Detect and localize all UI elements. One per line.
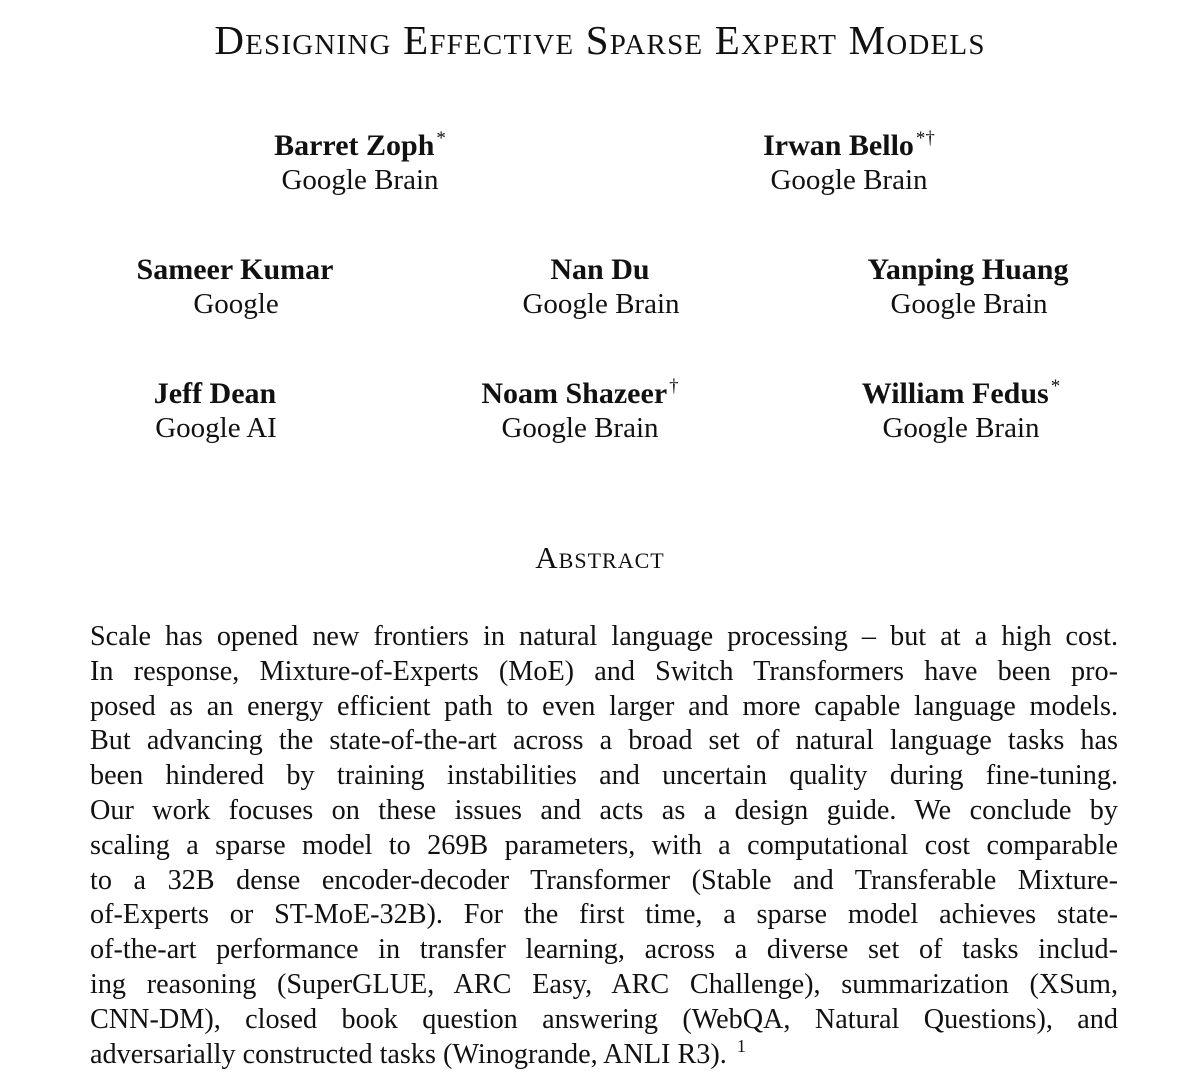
abstract-line: But advancing the state-of-the-art across a broad set of natural language tasks has [90,725,1118,757]
author-marks: *† [915,128,935,149]
abstract-line: Scale has opened new frontiers in natural language processing – but at a high cost. [90,621,1118,652]
author-marks: † [669,376,679,397]
author-block [380,376,780,446]
abstract-line: posed as an energy efficient path to even larger and more capable language models. [90,690,1118,722]
abstract-line: been hindered by training instabilities and uncertain quality during fine-tuning. [90,760,1118,792]
author-name: Noam Shazeer † [481,376,679,410]
abstract-line: of-Experts or ST-MoE-32B). For the first time, a sparse model achieves state- [90,899,1118,931]
author-affiliation: Google Brain [522,288,680,320]
footnote-mark[interactable]: 1 [736,1036,746,1057]
author-affiliation: Google Brain [890,288,1048,320]
author-marks: * [436,128,446,149]
author-block [36,252,436,322]
abstract-line: to a 32B dense encoder-decoder Transformer (Stable and Transferable Mixture- [90,864,1118,896]
author-name: Irwan Bello *† [763,128,935,162]
author-name: William Fedus * [861,376,1061,410]
author-block [16,376,416,446]
abstract-line [90,1038,1118,1073]
abstract-line: ing reasoning (SuperGLUE, ARC Easy, ARC Challenge), summarization (XSum, [90,968,1118,1000]
abstract-body [90,620,1118,1072]
abstract-line: CNN-DM), closed book question answering (WebQA, Natural Questions), and [90,1003,1118,1035]
author-marks: * [1050,376,1061,397]
author-block [769,252,1169,322]
abstract-line: Our work focuses on these issues and acts as a design guide. We conclude by [90,794,1118,826]
abstract-line: of-the-art performance in transfer learning, across a diverse set of tasks includ- [90,934,1118,966]
author-name: Jeff Dean [153,377,277,410]
abstract-line: In response, Mixture-of-Experts (MoE) and Switch Transformers have been pro- [90,655,1118,687]
abstract-heading: Abstract [535,540,665,575]
author-name: Barret Zoph * [274,128,446,162]
author-affiliation: Google AI [155,412,277,444]
author-affiliation: Google Brain [882,412,1040,444]
author-affiliation: Google [193,288,279,320]
abstract-line-text: adversarially constructed tasks (Winogrande, ANLI R3). [90,1038,727,1070]
author-affiliation: Google Brain [770,164,928,196]
author-name: Yanping Huang [867,253,1069,286]
abstract-line: scaling a sparse model to 269B parameters, with a computational cost comparable [90,829,1118,861]
author-block [160,128,560,198]
author-block [649,128,1049,198]
author-block [401,252,801,322]
author-affiliation: Google Brain [501,412,659,444]
author-name: Sameer Kumar [136,253,334,286]
author-affiliation: Google Brain [281,164,439,196]
author-block [761,376,1161,446]
paper-title: Designing Effective Sparse Expert Models [214,17,986,63]
author-name: Nan Du [550,253,650,286]
